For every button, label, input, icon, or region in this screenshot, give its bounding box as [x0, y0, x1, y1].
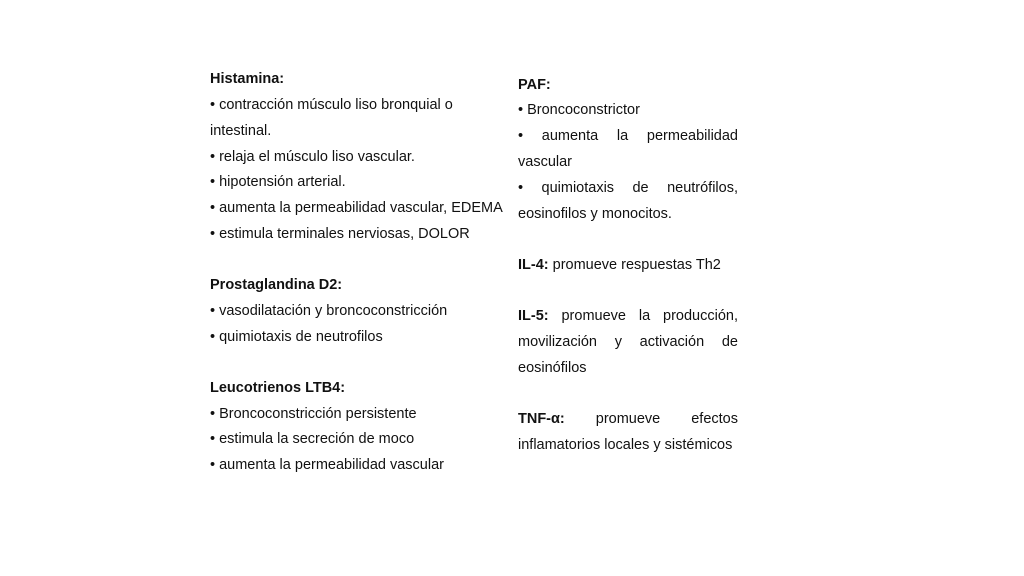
leucotrienos-title: Leucotrienos LTB4:	[210, 380, 346, 396]
tnf-text: promueve efectos	[564, 411, 738, 427]
il5-text: promueve la producción,	[548, 308, 738, 324]
il5-text-line: eosinófilos	[518, 360, 587, 376]
histamina-item: • aumenta la permeabilidad vascular, EDEMA	[210, 200, 503, 216]
il4-entry	[518, 256, 721, 274]
paf-item: • Broncoconstrictor	[518, 102, 640, 118]
il5-label: IL-5:	[518, 308, 549, 324]
histamina-item: • hipotensión arterial.	[210, 174, 346, 190]
leucotrienos-item: • Broncoconstricción persistente	[210, 406, 417, 422]
histamina-item: intestinal.	[210, 123, 272, 139]
paf-item: • aumenta la permeabilidad	[518, 128, 738, 144]
tnf-text-line: inflamatorios locales y sistémicos	[518, 437, 733, 453]
il5-text-line: movilización y activación de	[518, 334, 738, 350]
prostaglandina-title: Prostaglandina D2:	[210, 277, 343, 293]
tnf-entry	[518, 410, 738, 428]
paf-item: vascular	[518, 154, 572, 170]
histamina-item: • contracción músculo liso bronquial o	[210, 97, 453, 113]
paf-item: eosinofilos y monocitos.	[518, 206, 672, 222]
leucotrienos-item: • aumenta la permeabilidad vascular	[210, 457, 444, 473]
leucotrienos-item: • estimula la secreción de moco	[210, 431, 415, 447]
histamina-item: • relaja el músculo liso vascular.	[210, 149, 415, 165]
il4-text: promueve respuestas Th2	[548, 257, 721, 273]
prostaglandina-item: • vasodilatación y broncoconstricción	[210, 303, 448, 319]
histamina-title: Histamina:	[210, 71, 285, 87]
prostaglandina-item: • quimiotaxis de neutrofilos	[210, 329, 383, 345]
paf-item: • quimiotaxis de neutrófilos,	[518, 180, 738, 196]
paf-title: PAF:	[518, 77, 551, 93]
il4-label: IL-4:	[518, 257, 549, 273]
tnf-label: TNF-α:	[518, 411, 565, 427]
il5-entry	[518, 307, 738, 325]
histamina-item: • estimula terminales nerviosas, DOLOR	[210, 226, 470, 242]
